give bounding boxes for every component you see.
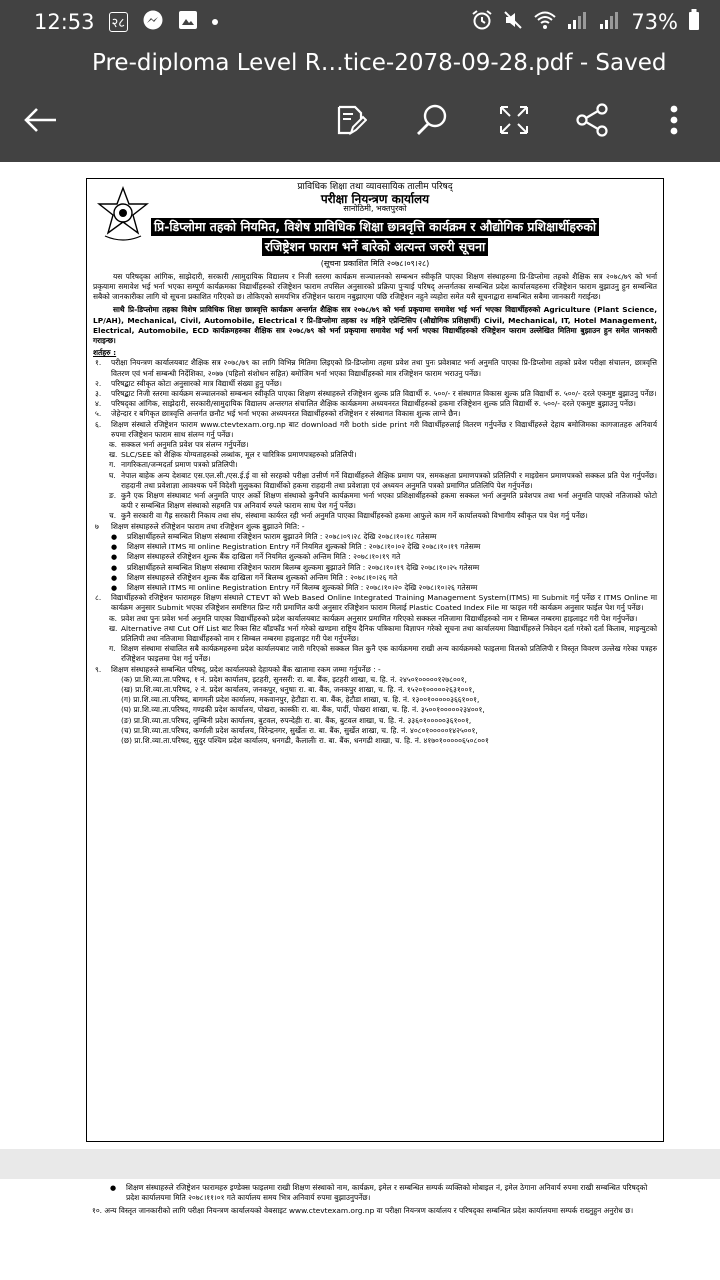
sub-text: Alternative तथा Cut Off List बाट रिक्त सिट बाँडफाँड भर्ना गरेको खण्डमा राष्ट्रिय दैनिक पत्रिकामा विज्ञापन गरेको सूचना तथा कार्यालयमा विद्यार्थीहरुले निवेदन दर्ता गरेको दर्ता किताब, माइन्युटको प्रतिलिपी तथा नतिजामा विद्यार्थीहरुको नाम र सिम्बल नम्बरमा हाइलाइट गरी पेश गर्नुपर्नेछ। [121, 623, 657, 643]
bank-account-line: (ङ) प्रा.शि.व्या.ता.परिषद, लुम्बिनी प्रदेश कार्यालय, बुटवल, रुपन्देहीः रा. बा. बैंक, बुटवल शाखा, च. हि. नं. ३३६०१०००००३६१००१, [121, 715, 472, 725]
office-location: सानोठिमी, भक्तपुरको [343, 204, 407, 214]
share-icon [575, 103, 609, 141]
bank-account-line: (च) प्रा.शि.व्या.ता.परिषद, कर्णाली प्रदेश कार्यालय, विरेन्द्रनगर, सुर्खेतः रा. बा. बैंक, सुर्खेत शाखा, च. हि. नं. ४०८०१०००००१४२५००१, [121, 725, 478, 735]
item-number: ७ [95, 521, 99, 531]
sub-item [87, 511, 663, 521]
item-number: ९. [95, 664, 102, 674]
edit-icon [333, 103, 367, 141]
sub-text: कुनै एक शिक्षण संस्थाबाट भर्ना अनुमति पाएर अर्को शिक्षण संस्थाको कुनैपनि कार्यक्रममा भर्ना भएका प्रशिक्षार्थीहरुको हकमा सक्कल भर्ना अनुमति प्रवेशपत्र तथा भर्ना अनुमति पाएको नतिजाको फोटो कपी र सम्बन्धित शिक्षण संस्थाको सहमति पत्र अनिवार्य रुपले फाराम साथ पेश गर्नु पर्नेछ। [121, 491, 657, 511]
search-icon [415, 103, 449, 141]
intro-paragraph: यस परिषद्का आंगिक, साझेदारी, सरकारी /सामुदायिक विद्यालय र निजी स्तरमा कार्यक्रम सञ्चालनको सम्बन्धन स्वीकृति पाएका शिक्षण संस्थाहरुमा प्रि-डिप्लोमा तहको शैक्षिक सत्र २०७८/७९ को भर्ना प्रकृयामा समावेश भई भर्ना भएका सम्पूर्ण कार्यक्रमका विद्यार्थीहरुको रजिष्ट्रेशन फाराम तपसिल अनुसारको प्रक्रिया पुऱ्याई परिषद् अन्तर्गतका सम्बन्धित प्रदेश कार्यालयहरुमा रजिष्ट्रेशन फाराम बुझाउनु हुन सम्बन्धित सबैको जानकारीका लागि यो सूचना प्रकाशित गरिएको छ। तोकिएको समयभित्र रजिष्ट्रेशन फाराम नबुझाएमा पछि रजिष्ट्रेशन नहुने व्यहोरा समेत यसै सूचनाद्वारा सम्बन्धित सबैमा जानकारी गराईन्छ। [93, 271, 657, 302]
status-bar [0, 0, 720, 44]
item-text: शिक्षण संस्थाले रजिष्ट्रेशन फाराम www.ctevtexam.org.np बाट download गरी both side print गरी विद्यार्थीहरुलाई वितरण गर्नुपर्नेछ र विद्यार्थीहरुले देहाय बमोजिमका कागजातहरु अनिवार्य रुपमा रजिष्ट्रेशन फाराम साथ संलग्न गर्नु पर्नेछ। [111, 419, 657, 439]
date-bullet: ● शिक्षण संस्थाले ITMS मा online Registration Entry गर्ने नियमित शुल्कको मिति : २०७८।१०।०२ देखि २०७८।१०।१९ गतेसम्म [87, 542, 663, 552]
bank-account-line: (छ) प्रा.शि.व्या.ता.परिषद, सुदुर पश्चिम प्रदेश कार्यालय, धनगढी, कैलालीः रा. बा. बैंक, धनगढी शाखा, च. हि. नं. ४१७०१०००००६५०८००१ [121, 735, 489, 745]
fullscreen-icon [498, 104, 530, 140]
item-number: १. [95, 358, 102, 368]
sub-label: ग. [109, 460, 116, 470]
dot-icon [212, 19, 218, 25]
sub-label: ग. [109, 644, 116, 654]
sub-label: च. [109, 511, 117, 521]
condition-item [87, 522, 663, 532]
sub-item [87, 471, 663, 491]
publish-date: (सूचना प्रकाशित मिति २०७८।०९।२८) [320, 258, 430, 268]
alarm-icon [471, 9, 493, 36]
item-number: २. [95, 378, 102, 388]
clock: 12:53 [34, 10, 95, 34]
sub-text: नागरिकता/जन्मदर्ता प्रमाण पत्रको प्रतिलिपी। [121, 460, 238, 470]
item-number: ५. [95, 409, 102, 419]
edit-button[interactable] [328, 100, 372, 144]
office-name: परीक्षा नियन्त्रण कार्यालय [320, 192, 430, 207]
signal-2-icon [599, 10, 621, 35]
sub-label: ख. [109, 450, 118, 460]
sub-label: क. [109, 440, 118, 450]
item-number: ८. [95, 593, 102, 603]
bank-account-line: (ग) प्रा.शि.व्या.ता.परिषद, बागमती प्रदेश कार्यालय, मकवानपुर, हेटौडाः रा. बा. बैंक, हेटौडा शाखा, च. हि. नं. १३००१०००००३६६१००१, [121, 695, 480, 705]
item-text: जेहेन्दार र बगिकृत छात्रवृत्ति अन्तर्गत छनौट भई भर्ना भएका अध्ययनरत विद्यार्थीहरुको रजिष्ट्रेशन र संस्थागत विकास शुल्क लाग्ने छैन। [111, 409, 461, 419]
sub-label: ख. [109, 623, 118, 633]
item-text: विद्यार्थीहरुको रजिष्ट्रेशन फारामहरु शिक्षण संस्थाले CTEVT को Web Based Online Integrated Training Management System(ITMS) मा Submit गर्नु पर्नेछ र ITMS Online मा कार्यक्रम अनुसार Submit भएका रजिष्ट्रेशन समष्टिगत प्रिन्ट गरी प्रमाणित कपी अनुसार रजिष्ट्रेशन फाराम मिलाई Plastic Coated Index File मा फाइल गरी कार्यक्रम अनुसार फाईल पेश गर्नु पर्नेछ। [111, 593, 657, 613]
item-text: परिषद्बाट निजी स्तरमा कार्यक्रम सञ्चालनको सम्बन्धन स्वीकृति पाएका शिक्षण संस्थाहरुले रजिष्ट्रेशन शुल्क प्रति विद्यार्थी रु. ५००/- र संस्थागत विकास शुल्क प्रति विद्यार्थी रु. ५००/- दरले एकमुष्ट बुझाउनु पर्नेछ। [111, 389, 657, 399]
back-arrow-icon [22, 105, 58, 139]
condition-item [87, 358, 663, 378]
condition-item [87, 409, 663, 419]
date-bullet: ● प्रशिक्षार्थीहरुले सम्बन्धित शिक्षण संस्थामा रजिष्ट्रेशन फाराम बिलम्ब शुल्कमा बुझाउने मिति : २०७८।१०।१९ देखि २०७८।१०।२५ गतेसम्म [87, 563, 663, 573]
wifi-icon [533, 10, 557, 35]
sub-item [87, 614, 663, 624]
bank-account-line: (क) प्रा.शि.व्या.ता.परिषद, १ नं. प्रदेश कार्यालय, इटहरी, सुनसरी: रा. बा. बैंक, इटहरी शाखा, च. हि. नं. २४५०१०००००१२७८००१, [121, 674, 467, 684]
org-name: प्राविधिक शिक्षा तथा व्यावसायिक तालीम परिषद् [297, 182, 453, 192]
item-text: शिक्षण संस्थाहरुले रजिष्ट्रेशन फाराम तथा रजिष्ट्रेशन शुल्क बुझाउने मिति: - [111, 521, 305, 531]
notice-header [87, 182, 663, 269]
condition-item [87, 420, 663, 440]
item-number: ३. [95, 389, 102, 399]
notification-badge-icon [109, 12, 129, 32]
condition-item [87, 389, 663, 399]
date-bullet: ● प्रशिक्षार्थीहरुले सम्बन्धित शिक्षण संस्थामा रजिष्ट्रेशन फाराम बुझाउने मिति : २०७८।०९।२८ देखि २०७८।१०।१८ गतेसम्म [87, 532, 663, 542]
signal-icon [567, 10, 589, 35]
sub-text: नेपाल बाहेक अन्य देशबाट एस.एल.सी./एस.ई.ई वा सो सरहको परीक्षा उत्तीर्ण गर्ने विद्यार्थीहरुले शैक्षिक प्रमाण पत्र, समकक्षता प्रमाणपत्रको प्रतिलिपी र माइग्रेसन प्रमाणपत्रको सक्कल प्रति पेश गर्नुपर्नेछ। राहदानी तथा प्रवेशाज्ञा आवश्यक पर्ने विदेशी मुलुकका विद्यार्थीको हकमा राहदानी तथा प्रवेशाज्ञा एवं अध्ययन अनुमति पत्रको प्रमाणित प्रतिलिपि पेश गर्नुपर्नेछ। [121, 470, 657, 490]
condition-item [87, 593, 663, 613]
scholarship-paragraph: साथै प्रि-डिप्लोमा तहका विशेष प्राविधिक शिक्षा छात्रवृत्ति कार्यक्रम अन्तर्गत शैक्षिक सत्र २०७८/७९ को भर्ना प्रकृयामा समावेश भई भर्ना भएका विद्यार्थीहरुको Agriculture (Plant Science, LP/AH), Mechanical, Civil, Automobile, Electrical र प्रि-डिप्लोमा तहका २४ महिने एप्रेन्टिसिप (औद्योगिक प्रशिक्षार्थी) Civil, Mechanical, IT, Hotel Management, Electrical, Automobile, ECD कार्यक्रमहरुका शैक्षिक सत्र २०७८/७९ को भर्ना प्रकृयामा समावेश भई भर्ना भएका विद्यार्थीहरुको रजिष्ट्रेशन फाराम उल्लेखित मितिमा बुझाउन हुन समेत जानकारी गराइन्छ। [93, 305, 657, 346]
item-text: परिषद्बाट स्वीकृत कोटा अनुसारको मात्र विद्यार्थी संख्या हुनु पर्नेछ। [111, 378, 282, 388]
battery-percent: 73% [631, 10, 678, 34]
notification-count: २८ [111, 16, 126, 31]
pdf-page-1[interactable] [0, 162, 720, 1149]
bank-account-line: (घ) प्रा.शि.व्या.ता.परिषद, गण्डकी प्रदेश कार्यालय, पोखरा, कास्कीः रा. बा. बैंक, पार्दी, पोखरा शाखा, च. हि. नं. ३५००१०००००२३४००१, [121, 705, 485, 715]
messenger-icon [142, 9, 164, 36]
mute-icon [503, 10, 523, 35]
sub-text: शिक्षण संस्थामा संचालित सबै कार्यक्रमहरुमा प्रदेश कार्यालयबाट जारी गरिएको सक्कल विल कुनै एक कार्यक्रममा राखी अन्य कार्यक्रमको फाइलमा विलको प्रतिलिपी र विस्तृत विवरण उल्लेख गरेका पत्रहरु रजिष्ट्रेशन फाइलमा पेश गर्नु पर्नेछ। [121, 644, 657, 664]
date-bullet: ● शिक्षण संस्थाहरुले रजिष्ट्रेशन शुल्क बैंक दाखिला गर्ने नियमित शुल्कको अन्तिम मिति : २०७८।१०।१९ गते [87, 552, 663, 562]
more-button[interactable] [652, 100, 696, 144]
date-bullet: ● शिक्षण संस्थाहरुले रजिष्ट्रेशन शुल्क बैंक दाखिला गर्ने बिलम्ब शुल्कको अन्तिम मिति : २०७८।१०।२६ गते [87, 573, 663, 583]
document-title: Pre-diploma Level R…tice-2078-09-28.pdf - Saved [92, 50, 667, 76]
sub-text: प्रवेश तथा पुनः प्रवेश भर्ना अनुमति पाएका विद्यार्थीहरुको प्रदेश कार्यालयबाट कार्यक्रम अनुसार प्रमाणित गरिएको सक्कल नतिजामा विद्यार्थीहरुको नाम र सिम्बल नम्बरमा हाइलाइट गरी पेश गर्नुपर्नेछ। [121, 613, 638, 623]
sub-label: घ. [109, 470, 116, 480]
sub-text: SLC/SEE को शैक्षिक योग्यताहरुको लब्धांक, मूल र चारित्रिक प्रमाणपत्रहरुको प्रतिलिपी। [121, 450, 357, 460]
item-number: ४. [95, 399, 102, 409]
item-text: परिषद्का आंगिक, साझेदारी, सरकारी/सामुदायिक विद्यालय अन्तरगत संचालित शैक्षिक कार्यक्रममा अध्ययनरत विद्यार्थीहरुको हकमा रजिष्ट्रेशन शुल्क प्रति विद्यार्थी रु. ५००/- दरले एकमुष्ट बुझाउनु पर्नेछ। [111, 399, 636, 409]
page-separator [0, 1149, 720, 1179]
sub-item [87, 624, 663, 644]
ctevt-logo-icon [95, 186, 151, 244]
submission-bullet: ● शिक्षण संस्थाहरुले रजिष्ट्रेशन फारामहरु इण्डेक्स फाइलमा राखी शिक्षण संस्थाको नाम, कार्यक्रम, इमेल र सम्बन्धित सम्पर्क व्यक्तिको मोबाइल नं, इमेल ठेगाना अनिवार्य रुपमा राखी सम्बन्धित परिषद्को प्रदेश कार्यालयमा मिति २०७८।११।०१ गते कार्यालय समय भित्र अनिवार्य रुपमा बुझाउनुपर्नेछ। [86, 1183, 664, 1204]
notice-title-line-1: प्रि-डिप्लोमा तहको नियमित, विशेष प्राविधिक शिक्षा छात्रवृत्ति कार्यक्रम र औद्योगिक प्रशिक्षार्थीहरुको [151, 218, 599, 236]
sub-label: क. [109, 613, 118, 623]
bank-account-line: (ख) प्रा.शि.व्या.ता.परिषद, २ नं. प्रदेश कार्यालय, जनकपुर, धनुषाः रा. बा. बैंक, जनकपुर शाखा, च. हि. नं. १५२०१०००००२६३१००१, [121, 684, 475, 694]
sub-label: ङ. [109, 491, 117, 501]
sub-item [87, 460, 663, 470]
item-number: ६. [95, 419, 102, 429]
sub-item [87, 644, 663, 664]
sub-item [87, 491, 663, 511]
condition-item [87, 379, 663, 389]
more-icon [669, 104, 679, 140]
sub-text: कुनै सरकारी वा गैह्र सरकारी निकाय तथा संघ, संस्थामा कार्यरत रही भर्ना अनुमति पाएका विद्यार्थीहरुको हकमा आफुले काम गर्ने कार्यालयको विभागीय स्वीकृत पत्र पेश गर्नु पर्नेछ। [121, 511, 588, 521]
fullscreen-button[interactable] [492, 100, 536, 144]
sub-text: सक्कल भर्ना अनुमति प्रवेश पत्र संलग्न गर्नुपर्नेछ। [121, 440, 249, 450]
condition-item [87, 399, 663, 409]
sub-item [87, 450, 663, 460]
pdf-page-2[interactable] [0, 1179, 720, 1280]
notice-document [86, 178, 664, 1142]
image-notification-icon [178, 10, 198, 35]
conditions-heading: शर्तहरु : [93, 348, 117, 358]
battery-icon [688, 9, 700, 36]
share-button[interactable] [570, 100, 614, 144]
sub-item [87, 440, 663, 450]
date-bullet: ● शिक्षण संस्थाले ITMS मा online Registration Entry गर्ने बिलम्ब शुल्कको मिति : २०७८।१०।२० देखि २०७८।१०।२६ गतेसम्म [87, 583, 663, 593]
notice-title-line-2: रजिष्ट्रेशन फाराम भर्ने बारेको अत्यन्त जरुरी सूचना [262, 238, 488, 256]
contact-item: १०. अन्य विस्तृत जानकारीको लागि परीक्षा नियन्त्रण कार्यालयको वेबसाइट www.ctevtexam.org.np वा परीक्षा नियन्त्रण कार्यालय र परिषद्का सम्बन्धित प्रदेश कार्यालयमा सम्पर्क राख्नुहुन अनुरोध छ। [92, 1205, 634, 1215]
condition-item [87, 665, 663, 675]
item-text: परीक्षा नियन्त्रण कार्यालयबाट शैक्षिक सत्र २०७८/७९ का लागि विभिन्न मितिमा लिइएको प्रि-डिप्लोमा तहमा प्रवेश तथा पुनः प्रवेशबाट भर्ना अनुमति पाएका प्रि-डिप्लोमा तहको प्रवेश परीक्षा संचालन, छात्रवृत्ति वितरण एवं भर्ना सम्बन्धी निर्देशिका, २०७७ (पहिलो संशोधन सहित) बमोजिम भर्ना भएका विद्यार्थीहरुको मात्र रजिष्ट्रेशन फाराम भराउनु पर्नेछ। [111, 358, 657, 378]
item-text: शिक्षण संस्थाहरुले सम्बन्धित परिषद्, प्रदेश कार्यालयको देहायको बैंक खातामा रकम जम्मा गर्नुपर्नेछ : - [111, 664, 381, 674]
back-button[interactable] [18, 100, 62, 144]
app-bar [0, 44, 720, 162]
search-button[interactable] [410, 100, 454, 144]
page-2-content [86, 1183, 664, 1216]
